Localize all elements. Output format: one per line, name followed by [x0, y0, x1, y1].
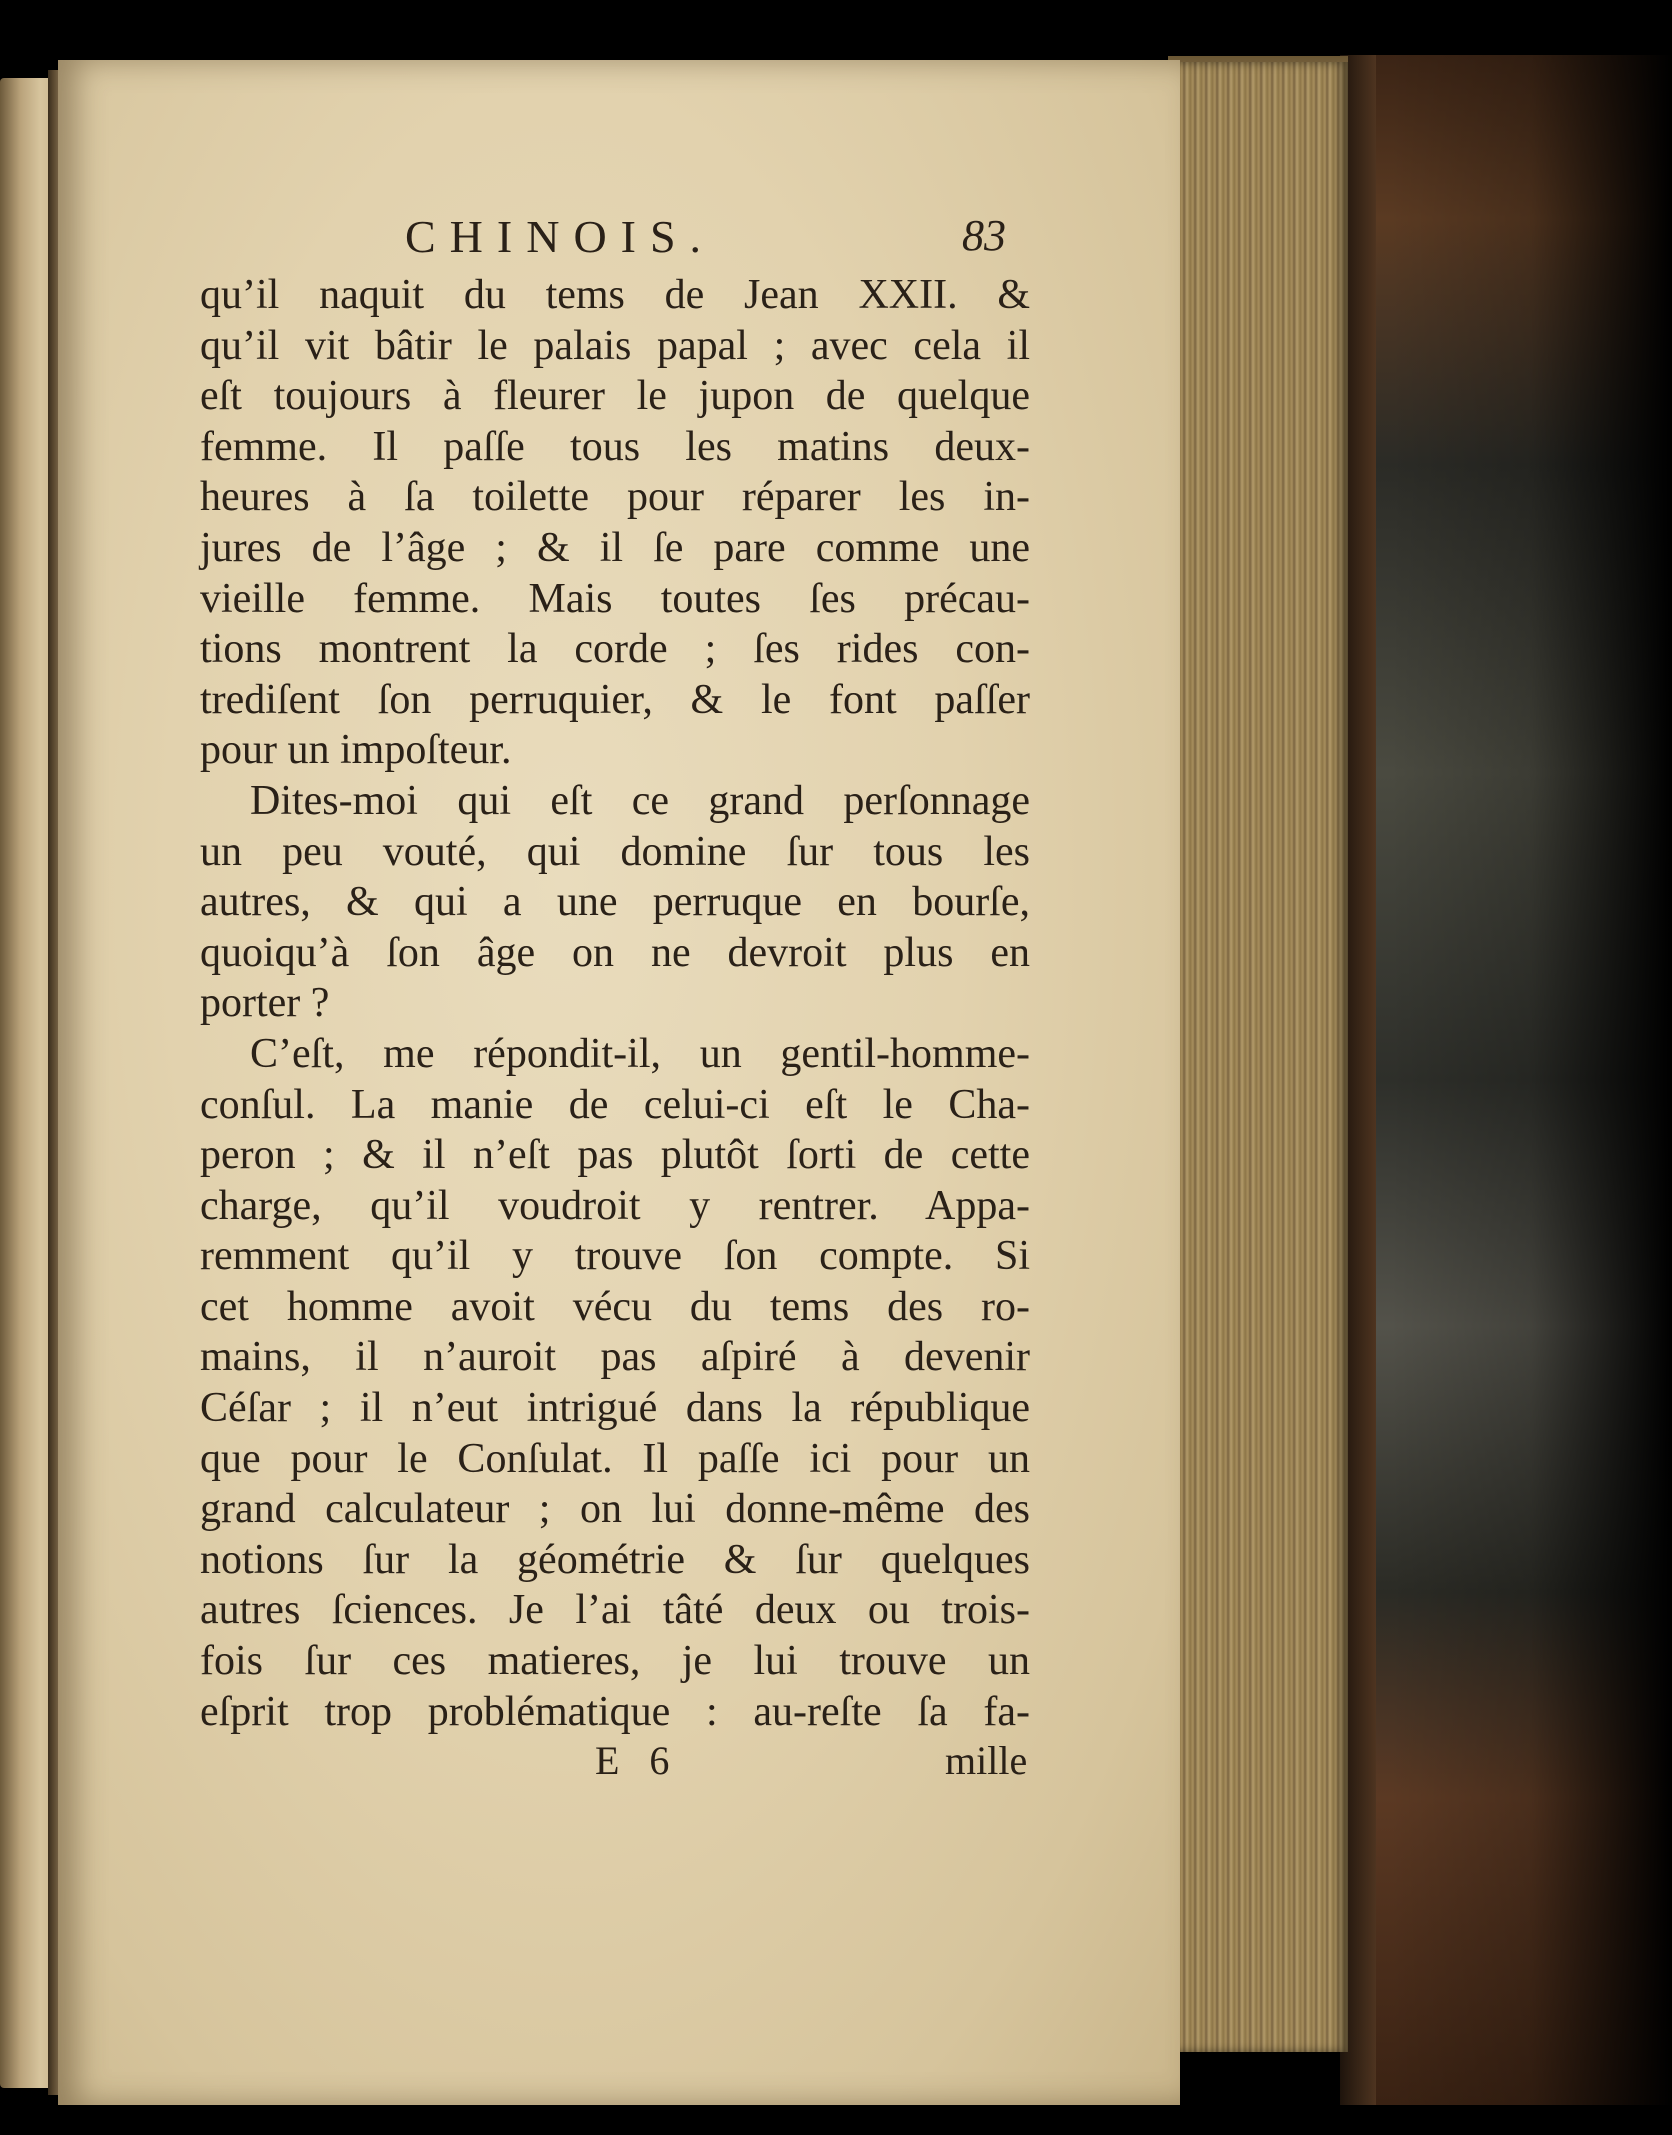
text-line: eſt toujours à fleurer le jupon de quelque — [200, 373, 1030, 420]
text-line: autres, & qui a une perruque en bourſe, — [200, 879, 1030, 926]
page-number: 83 — [962, 211, 1006, 260]
page-footer — [200, 1737, 1040, 1787]
text-line: remment qu’il y trouve ſon compte. Si — [200, 1233, 1030, 1280]
catchword: mille — [945, 1738, 1028, 1784]
page-header — [200, 210, 1040, 270]
text-line: trediſent ſon perruquier, & le font paſſer — [200, 676, 1030, 723]
binding-shadow — [1390, 0, 1672, 2135]
text-line: un peu vouté, qui domine ſur tous les — [200, 828, 1030, 875]
text-block — [200, 210, 1040, 1787]
text-line: conſul. La manie de celui-ci eſt le Cha- — [200, 1081, 1030, 1128]
text-line: autres ſciences. Je l’ai tâté deux ou trois- — [200, 1587, 1030, 1634]
text-line: cet homme avoit vécu du tems des ro- — [200, 1283, 1030, 1330]
text-line: charge, qu’il voudroit y rentrer. Appa- — [200, 1182, 1030, 1229]
text-line: quoiqu’à ſon âge on ne devroit plus en — [200, 929, 1030, 976]
text-line: peron ; & il n’eſt pas plutôt ſorti de cette — [200, 1132, 1030, 1179]
text-line: jures de l’âge ; & il ſe pare comme une — [200, 524, 1030, 571]
body-text — [200, 270, 1040, 1737]
text-line: que pour le Conſulat. Il paſſe ici pour un — [200, 1435, 1030, 1482]
text-line: qu’il vit bâtir le palais papal ; avec cela il — [200, 322, 1030, 369]
running-head: CHINOIS. — [405, 211, 716, 262]
text-line: eſprit trop problématique : au-reſte ſa fa- — [200, 1688, 1030, 1735]
text-line: porter ? — [200, 980, 330, 1027]
paragraph-start-line: Dites-moi qui eſt ce grand perſonnage — [250, 777, 1030, 824]
text-line: notions ſur la géométrie & ſur quelques — [200, 1536, 1030, 1583]
page-edges — [1168, 62, 1348, 2052]
text-line: pour un impoſteur. — [200, 727, 512, 774]
text-line: mains, il n’auroit pas aſpiré à devenir — [200, 1334, 1030, 1381]
text-line: qu’il naquit du tems de Jean XXII. & — [200, 272, 1030, 318]
text-line: vieille femme. Mais toutes ſes précau- — [200, 575, 1030, 622]
text-line: grand calculateur ; on lui donne-même des — [200, 1486, 1030, 1533]
text-line: heures à ſa toilette pour réparer les in- — [200, 474, 1030, 521]
paragraph-start-line: C’eſt, me répondit-il, un gentil-homme- — [250, 1030, 1030, 1077]
text-line: tions montrent la corde ; ſes rides con- — [200, 626, 1030, 673]
signature-mark: E 6 — [595, 1738, 680, 1784]
text-line: femme. Il paſſe tous les matins deux- — [200, 423, 1030, 470]
text-line: fois ſur ces matieres, je lui trouve un — [200, 1638, 1030, 1685]
text-line: Céſar ; il n’eut intrigué dans la république — [200, 1385, 1030, 1432]
